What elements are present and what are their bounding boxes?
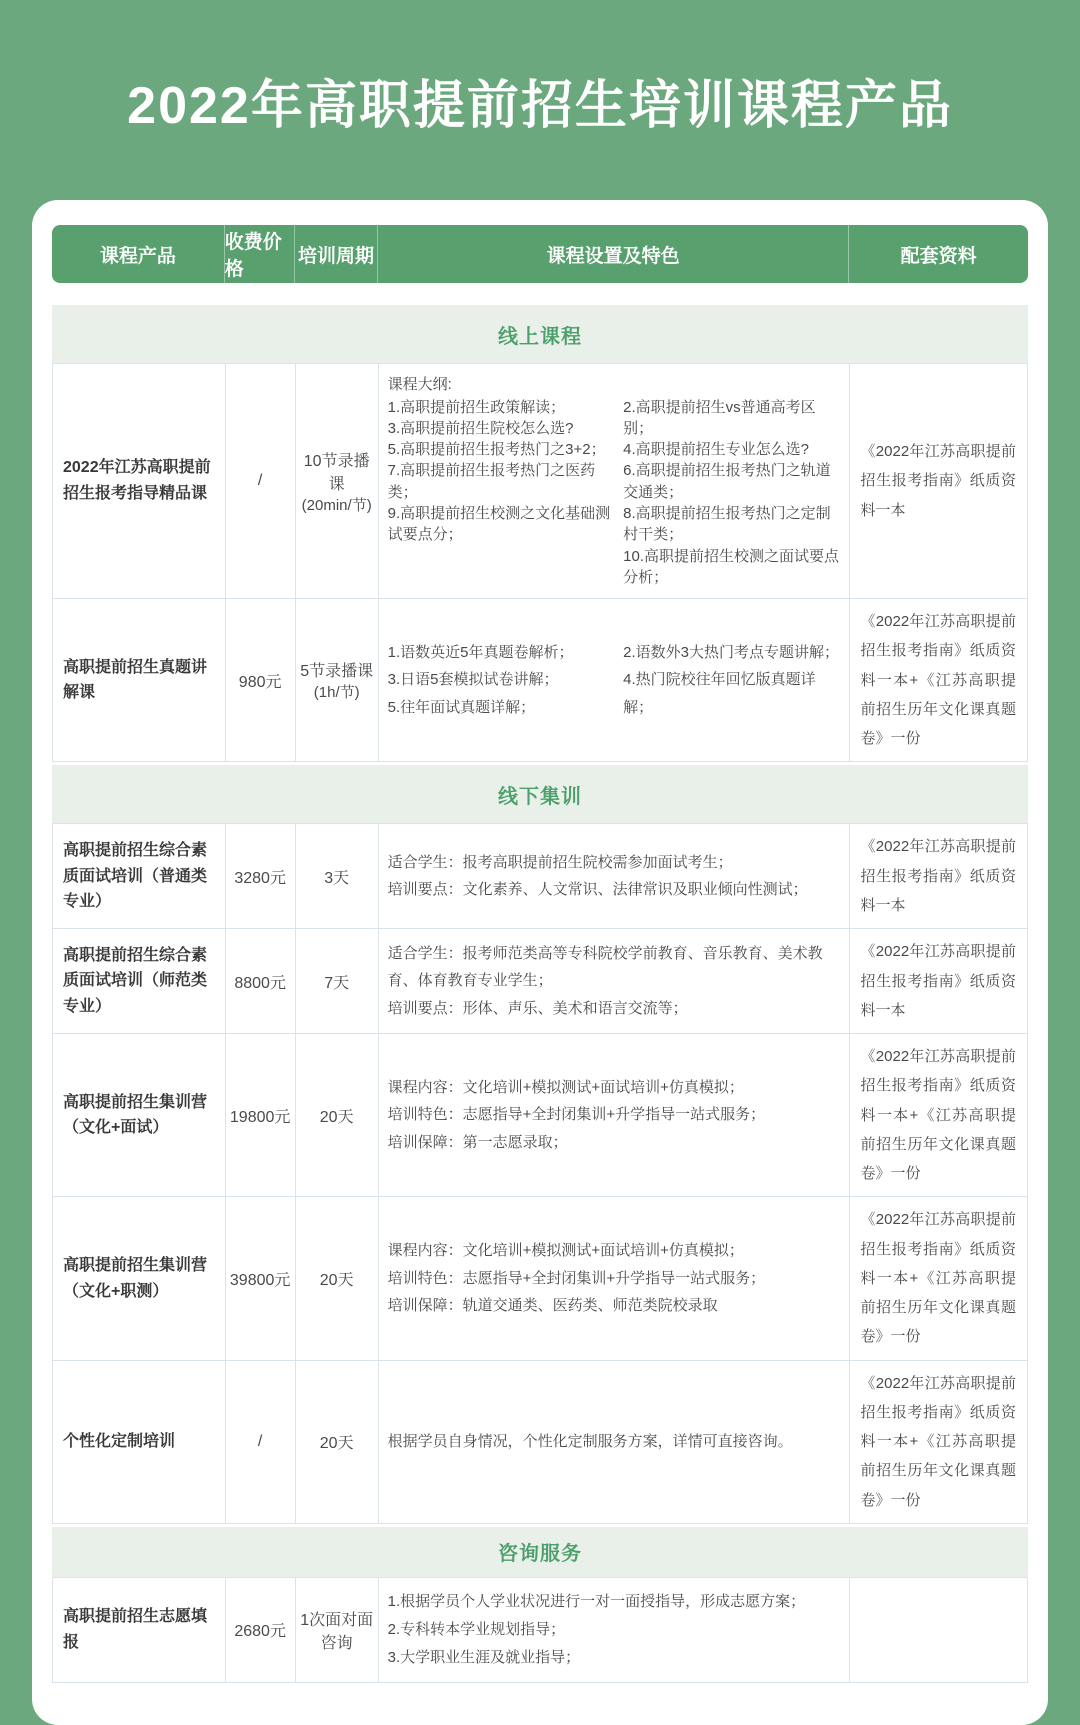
feature-line: 10.高职提前招生校测之面试要点分析； [623, 547, 839, 586]
consulting-table [52, 1577, 1028, 1683]
course-features [378, 824, 849, 929]
course-duration: 7天 [295, 929, 378, 1034]
course-materials: 《2022年江苏高职提前招生报考指南》纸质资料一本 [849, 824, 1027, 929]
course-materials: 《2022年江苏高职提前招生报考指南》纸质资料一本+《江苏高职提前招生历年文化课真题卷》一份 [849, 1360, 1027, 1523]
course-duration: 1次面对面咨询 [295, 1577, 378, 1682]
feature-line: 2.高职提前招生vs普通高考区别； [623, 398, 816, 437]
course-name: 高职提前招生真题讲解课 [53, 599, 226, 762]
column-header-features: 课程设置及特色 [378, 225, 849, 283]
feature-line: 适合学生：报考高职提前招生院校需参加面试考生； [387, 853, 733, 871]
column-header-price: 收费价格 [225, 225, 295, 283]
feature-line: 4.热门院校往年回忆版真题详解； [623, 671, 816, 717]
feature-line: 课程内容：文化培训+模拟测试+面试培训+仿真模拟； [387, 1241, 744, 1259]
course-features [378, 1034, 849, 1197]
feature-line: 培训保障：轨道交通类、医药类、师范类院校录取 [387, 1297, 718, 1315]
column-header-duration: 培训周期 [295, 225, 378, 283]
duration-note: (1h/节) [313, 684, 360, 702]
course-duration: 20天 [295, 1360, 378, 1523]
feature-line: 培训要点：文化素养、人文常识、法律常识及职业倾向性测试； [387, 881, 808, 899]
feature-line: 1.根据学员个人学业状况进行一对一面授指导，形成志愿方案； [387, 1593, 806, 1611]
feature-line: 5.高职提前招生报考热门之3+2； [387, 441, 606, 459]
feature-line: 2.专科转本学业规划指导； [387, 1621, 566, 1639]
section-band-offline-training: 线下集训 [52, 765, 1028, 823]
course-name: 高职提前招生综合素质面试培训（普通类专业） [53, 824, 226, 929]
online-courses-table [52, 363, 1028, 762]
table-row [53, 824, 1028, 929]
feature-line: 课程内容：文化培训+模拟测试+面试培训+仿真模拟； [387, 1078, 744, 1096]
course-name: 个性化定制培训 [53, 1360, 226, 1523]
feature-line: 3.大学职业生涯及就业指导； [387, 1648, 581, 1666]
table-row [53, 364, 1028, 599]
course-materials: 《2022年江苏高职提前招生报考指南》纸质资料一本+《江苏高职提前招生历年文化课真题卷》一份 [849, 599, 1027, 762]
feature-line: 1.语数英近5年真题卷解析； [387, 643, 574, 661]
feature-line: 根据学员自身情况，个性化定制服务方案，详情可直接咨询。 [387, 1432, 793, 1450]
table-row [53, 1034, 1028, 1197]
outline-left-column [388, 639, 624, 722]
course-features [378, 364, 849, 599]
outline-label: 课程大纲: [387, 376, 452, 393]
course-price: 980元 [225, 599, 295, 762]
duration-value: 10节录播课 [303, 452, 370, 493]
page-header [0, 0, 1080, 200]
outline-right-column [623, 639, 840, 722]
course-price: 2680元 [225, 1577, 295, 1682]
table-row [53, 599, 1028, 762]
offline-training-table [52, 823, 1028, 1524]
column-header-materials: 配套资料 [900, 245, 977, 267]
feature-line: 培训要点：形体、声乐、美术和语言交流等； [387, 1000, 688, 1018]
course-name: 高职提前招生综合素质面试培训（师范类专业） [53, 929, 226, 1034]
course-materials: 《2022年江苏高职提前招生报考指南》纸质资料一本 [849, 929, 1027, 1034]
course-duration [295, 364, 378, 599]
duration-note: (20min/节) [301, 496, 372, 514]
feature-line: 3.日语5套模拟试卷讲解； [387, 671, 559, 689]
feature-line: 培训特色：志愿指导+全封闭集训+升学指导一站式服务； [387, 1106, 766, 1124]
course-duration [295, 599, 378, 762]
course-materials: 《2022年江苏高职提前招生报考指南》纸质资料一本 [849, 364, 1027, 599]
table-header-row [52, 225, 1028, 283]
course-materials: 《2022年江苏高职提前招生报考指南》纸质资料一本+《江苏高职提前招生历年文化课真题卷》一份 [849, 1197, 1027, 1360]
course-price: / [225, 364, 295, 599]
feature-line: 适合学生：报考师范类高等专科院校学前教育、音乐教育、美术教育、体育教育专业学生； [387, 944, 823, 990]
course-materials [849, 1577, 1027, 1682]
feature-line: 8.高职提前招生报考热门之定制村干类； [623, 504, 831, 544]
course-name: 高职提前招生志愿填报 [53, 1577, 226, 1682]
course-duration: 20天 [295, 1034, 378, 1197]
feature-line: 培训保障：第一志愿录取； [387, 1134, 568, 1152]
feature-line: 1.高职提前招生政策解读； [387, 398, 566, 416]
course-name: 高职提前招生集训营（文化+面试） [53, 1034, 226, 1197]
table-row [53, 1197, 1028, 1360]
duration-value: 5节录播课 [300, 663, 374, 681]
course-price: 8800元 [225, 929, 295, 1034]
course-name: 高职提前招生集训营（文化+职测） [53, 1197, 226, 1360]
course-price: 39800元 [225, 1197, 295, 1360]
outline-two-columns [388, 397, 841, 589]
course-price: 19800元 [225, 1034, 295, 1197]
feature-line: 7.高职提前招生报考热门之医药类； [387, 462, 596, 501]
outline-right-column [623, 397, 840, 589]
course-name: 2022年江苏高职提前招生报考指导精品课 [53, 364, 226, 599]
course-duration: 3天 [295, 824, 378, 929]
course-materials: 《2022年江苏高职提前招生报考指南》纸质资料一本+《江苏高职提前招生历年文化课真题卷》一份 [849, 1034, 1027, 1197]
course-features [378, 1197, 849, 1360]
page-title: 2022年高职提前招生培训课程产品 [127, 76, 953, 135]
course-price: 3280元 [225, 824, 295, 929]
course-duration: 20天 [295, 1197, 378, 1360]
content-card [32, 200, 1048, 1725]
table-row [53, 1360, 1028, 1523]
feature-line: 培训特色：志愿指导+全封闭集训+升学指导一站式服务； [387, 1269, 766, 1287]
feature-line: 2.语数外3大热门考点专题讲解； [623, 643, 839, 661]
table-row [53, 929, 1028, 1034]
feature-line: 5.往年面试真题详解； [387, 699, 536, 717]
course-price: / [225, 1360, 295, 1523]
section-band-online-courses: 线上课程 [52, 305, 1028, 363]
feature-line: 3.高职提前招生院校怎么选? [387, 419, 574, 437]
outline-left-column [388, 397, 624, 589]
feature-line: 9.高职提前招生校测之文化基础测试要点分； [387, 504, 611, 544]
feature-line: 6.高职提前招生报考热门之轨道交通类； [623, 462, 831, 501]
course-features [378, 599, 849, 762]
feature-line: 4.高职提前招生专业怎么选? [623, 441, 809, 459]
course-features [378, 929, 849, 1034]
course-features [378, 1360, 849, 1523]
table-row [53, 1577, 1028, 1682]
section-band-consulting: 咨询服务 [52, 1527, 1028, 1577]
outline-two-columns [388, 639, 841, 722]
column-header-product: 课程产品 [52, 225, 225, 283]
course-features [378, 1577, 849, 1682]
